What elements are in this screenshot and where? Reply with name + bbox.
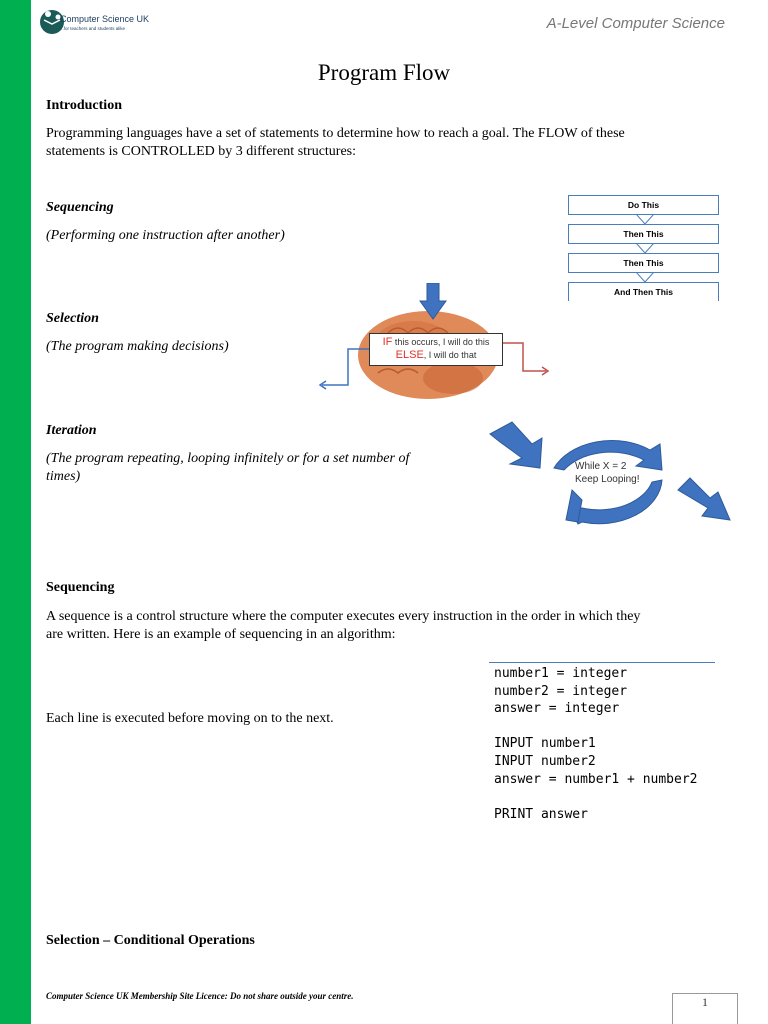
code-line: number1 = integer [494,666,628,681]
sequence-step: Do This [568,195,719,215]
intro-text-1: Programming languages have a set of statements to determine how to reach a goal. The FLOW of these [46,126,625,141]
iteration-desc-2: times) [46,469,81,484]
subject-header: A-Level Computer Science [546,15,725,32]
page-number: 1 [672,993,738,1024]
iteration-desc-1: (The program repeating, looping infinitely or for a set number of [46,451,410,466]
intro-text-2: statements is CONTROLLED by 3 different structures: [46,144,357,159]
selection-section-heading: Selection – Conditional Operations [46,933,255,948]
code-line: number2 = integer [494,683,628,699]
sequencing-section-heading: Sequencing [46,580,115,595]
sequence-step: Then This [568,224,719,244]
code-line: INPUT number2 [494,753,596,769]
sequencing-note: Each line is executed before moving on to the next. [46,711,334,726]
code-line: answer = number1 + number2 [494,771,698,787]
selection-heading: Selection [46,311,99,326]
page-title: Program Flow [317,60,451,85]
iteration-heading: Iteration [46,423,97,438]
code-line [494,718,715,736]
code-sample [489,662,715,826]
footer-licence: Computer Science UK Membership Site Licence: Do not share outside your centre. [46,991,354,1001]
loop-text [575,460,640,486]
sequence-step: And Then This [568,282,719,301]
code-line: INPUT number1 [494,736,596,752]
intro-heading: Introduction [46,98,122,113]
green-margin-bar [0,0,31,1024]
else-text: , I will do that [423,350,477,360]
sequence-step: Then This [568,253,719,273]
if-keyword: IF [382,336,393,348]
sequencing-desc: (Performing one instruction after another) [46,228,285,243]
code-line [494,788,715,806]
loop-line-1: While X = 2 [575,461,627,472]
code-line: PRINT answer [494,806,588,822]
logo-tagline: ...for teachers and students alike [60,26,126,31]
sequencing-text-1: A sequence is a control structure where the computer executes every instruction in the order in which they [46,609,641,624]
loop-line-2: Keep Looping! [575,474,640,485]
code-line: answer = integer [494,701,620,717]
if-else-box [369,333,503,366]
selection-desc: (The program making decisions) [46,339,229,354]
sequencing-text-2: are written. Here is an example of sequencing in an algorithm: [46,627,396,642]
if-text: this occurs, I will do this [392,337,490,347]
logo-name: Computer Science UK [60,14,150,24]
sequencing-heading: Sequencing [46,200,114,215]
else-keyword: ELSE [395,349,424,361]
